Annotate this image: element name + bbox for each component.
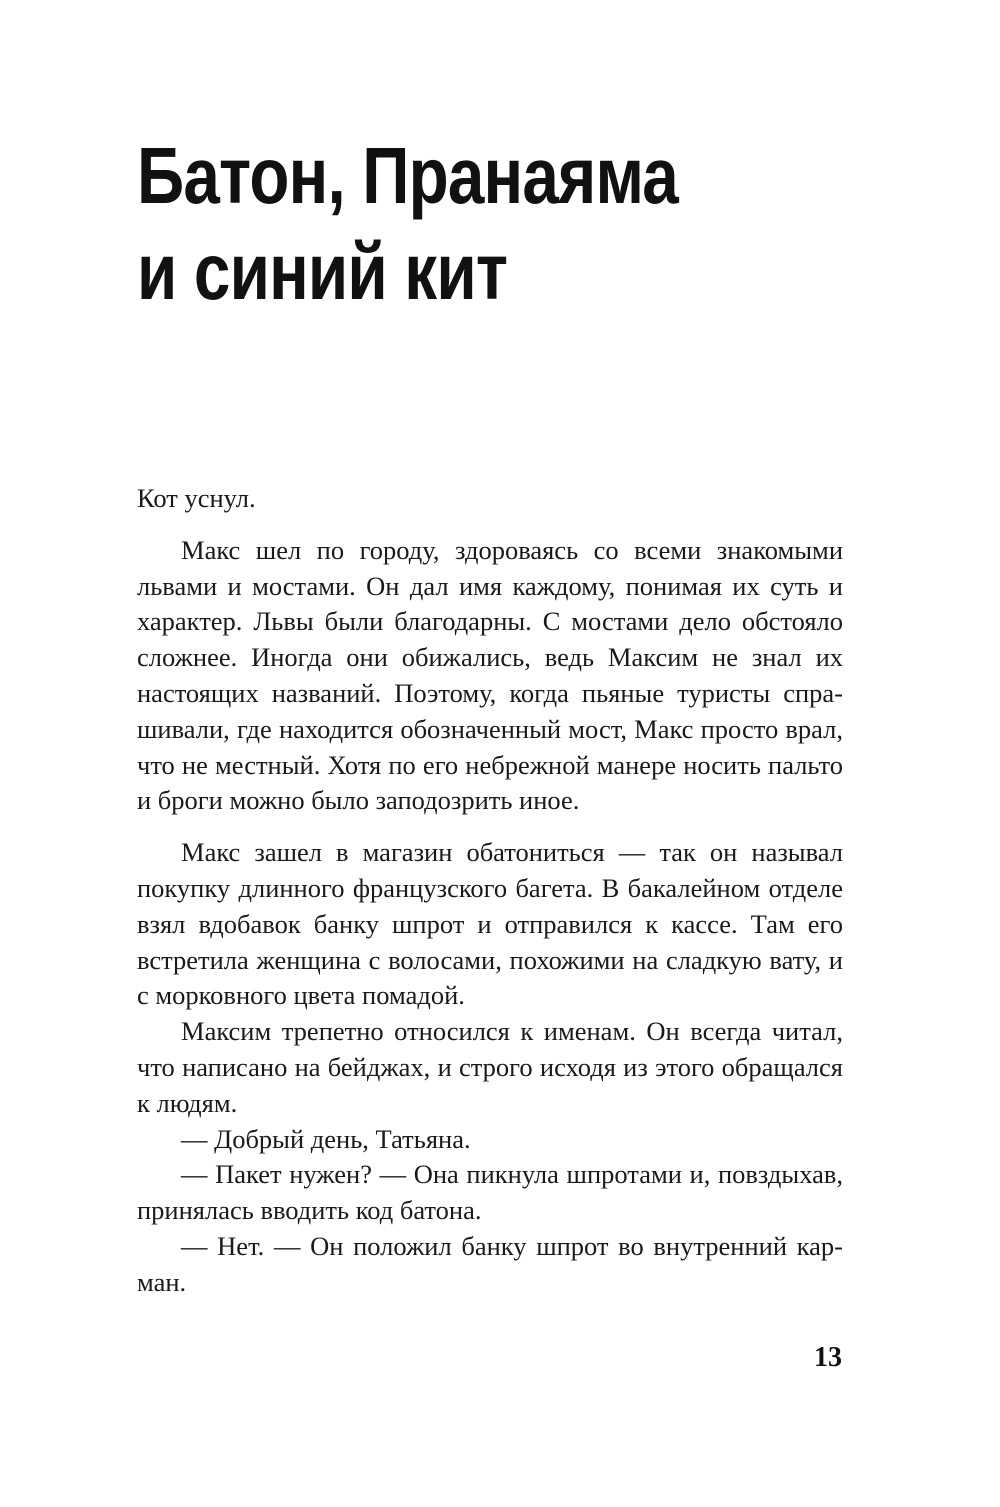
paragraph: Макс зашел в магазин обатониться — так он называл покупку длинного французского багета. В бакалейном отделе взял вдобавок банку шпрот и отправился к кассе. Там его встретила женщина с волосами, похожими на сладкую вату, и с морковного цвета помадой. [137, 837, 843, 1011]
dialogue-line: — Нет. — Он положил банку шпрот во внутренний карман. [137, 1230, 843, 1297]
chapter-title [137, 128, 744, 320]
dialogue-line: — Пакет нужен? — Она пикнула шпротами и, повздыхав, принялась вводить код батона. [137, 1159, 843, 1226]
paragraph: Макс шел по городу, здороваясь со всеми знакомыми львами и мостами. Он дал имя каждому, понимая их суть и характер. Львы были благодарны. С мостами дело обстояло сложнее. Иногда они обижались, ведь Максим не знал их настоящих названий. Поэтому, когда пьяные туристы спрашивали, где находится обозначенный мост, Макс просто врал, что не местный. Хотя по его небрежной манере носить пальто и броги можно было заподозрить иное. [137, 534, 843, 816]
chapter-title-line-1: Батон, Пранаяма [137, 131, 678, 220]
chapter-body [137, 481, 843, 1301]
page-number: 13 [814, 1342, 842, 1373]
paragraph: Кот уснул. [137, 483, 256, 513]
chapter-title-line-2: и синий кит [137, 227, 508, 316]
paragraph: Максим трепетно относился к именам. Он всегда читал, что написано на бейджах, и строго исходя из этого обращался к людям. [137, 1016, 843, 1118]
dialogue-line: — Добрый день, Татьяна. [181, 1123, 471, 1154]
